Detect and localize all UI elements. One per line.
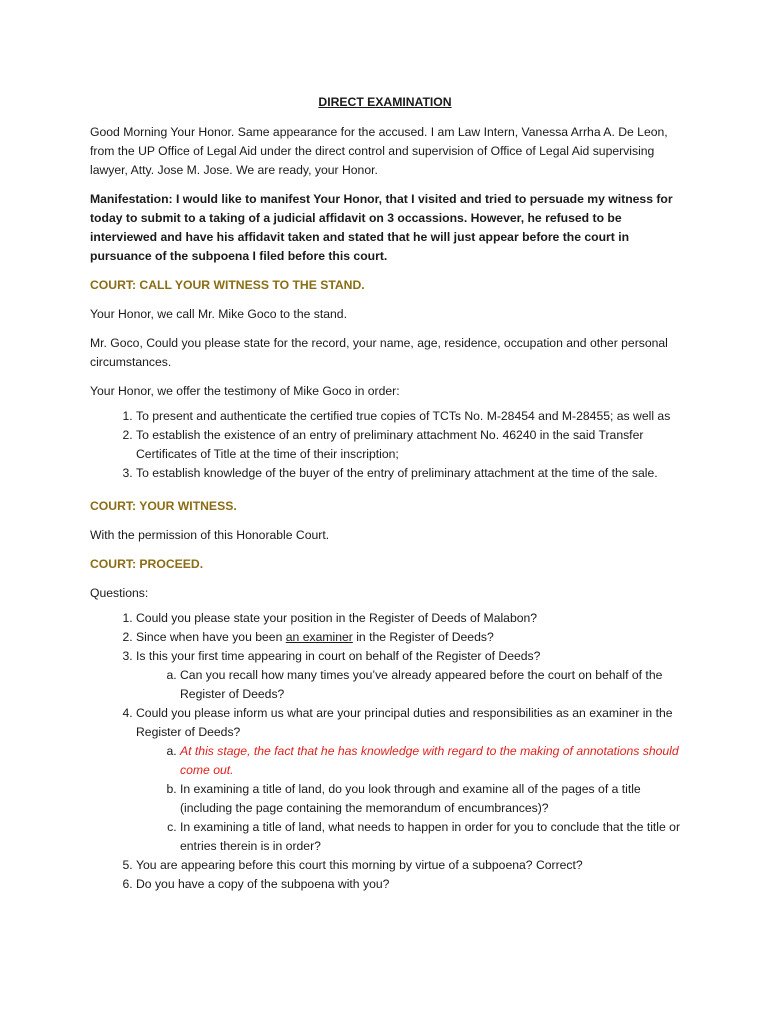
court-proceed: COURT: PROCEED. bbox=[90, 557, 204, 571]
question-4c: c. In examining a title of land, what needs to happen in order for you to conclude that the title or entries therein is in order? bbox=[180, 818, 680, 856]
call-reply: Your Honor, we call Mr. Mike Goco to the stand. bbox=[90, 307, 347, 321]
offer-item-1: 1. To present and authenticate the certified true copies of TCTs No. M-28454 and M-28455; as well as bbox=[136, 407, 680, 426]
question-4b: b. In examining a title of land, do you look through and examine all of the pages of a title (including the page containing the memorandum of encumbrances)? bbox=[180, 780, 680, 818]
offer-list bbox=[90, 407, 680, 483]
document-title: DIRECT EXAMINATION bbox=[318, 95, 452, 109]
question-6: 6. Do you have a copy of the subpoena with you? bbox=[136, 875, 680, 894]
question-4-text: Could you please inform us what are your principal duties and responsibilities as an examiner in the Register of Deeds? bbox=[136, 706, 673, 739]
offer-item-3: 3. To establish knowledge of the buyer of the entry of preliminary attachment at the time of the sale. bbox=[136, 464, 680, 483]
offer-item-2: 2. To establish the existence of an entry of preliminary attachment No. 46240 in the said Transfer Certificates of Title at the time of their inscription; bbox=[136, 426, 680, 464]
question-3 bbox=[136, 647, 680, 704]
questions-list bbox=[90, 609, 680, 894]
question-4-sublist bbox=[136, 742, 680, 856]
question-3a: a. Can you recall how many times you’ve already appeared before the court on behalf of the Register of Deeds? bbox=[180, 666, 680, 704]
questions-label: Questions: bbox=[90, 586, 149, 600]
question-1: 1. Could you please state your position in the Register of Deeds of Malabon? bbox=[136, 609, 680, 628]
question-4a bbox=[180, 742, 680, 780]
permission-paragraph: With the permission of this Honorable Court. bbox=[90, 528, 330, 542]
question-3-sublist bbox=[136, 666, 680, 704]
intro-paragraph: Good Morning Your Honor. Same appearance for the accused. I am Law Intern, Vanessa Arrha A. De Leon, from the UP Office of Legal Aid under the direct control and supervision of Office of Legal Aid supervising lawyer, Atty. Jose M. Jose. We are ready, your Honor. bbox=[90, 125, 668, 177]
offer-paragraph: Your Honor, we offer the testimony of Mike Goco in order: bbox=[90, 384, 400, 398]
question-4a-note: At this stage, the fact that he has knowledge with regard to the making of annotations should come out. bbox=[180, 744, 679, 777]
question-2-underlined: an examiner bbox=[285, 630, 353, 644]
manifestation-paragraph: Manifestation: I would like to manifest Your Honor, that I visited and tried to persuade my witness for today to submit to a taking of a judicial affidavit on 3 occassions. However, he refused to be interviewed and have his affidavit taken and stated that he will just appear before the court in pursuance of the subpoena I filed before this court. bbox=[90, 192, 673, 263]
question-5: 5. You are appearing before this court this morning by virtue of a subpoena? Correct? bbox=[136, 856, 680, 875]
question-4 bbox=[136, 704, 680, 856]
question-2-after: in the Register of Deeds? bbox=[352, 630, 494, 644]
question-3-text: Is this your first time appearing in court on behalf of the Register of Deeds? bbox=[136, 649, 541, 663]
court-your-witness: COURT: YOUR WITNESS. bbox=[90, 499, 237, 513]
question-2-before: Since when have you been bbox=[136, 630, 286, 644]
state-record-question: Mr. Goco, Could you please state for the record, your name, age, residence, occupation and other personal circumstances. bbox=[90, 336, 668, 369]
court-call-witness: COURT: CALL YOUR WITNESS TO THE STAND. bbox=[90, 278, 365, 292]
document-page bbox=[90, 93, 680, 904]
question-2 bbox=[136, 628, 680, 647]
